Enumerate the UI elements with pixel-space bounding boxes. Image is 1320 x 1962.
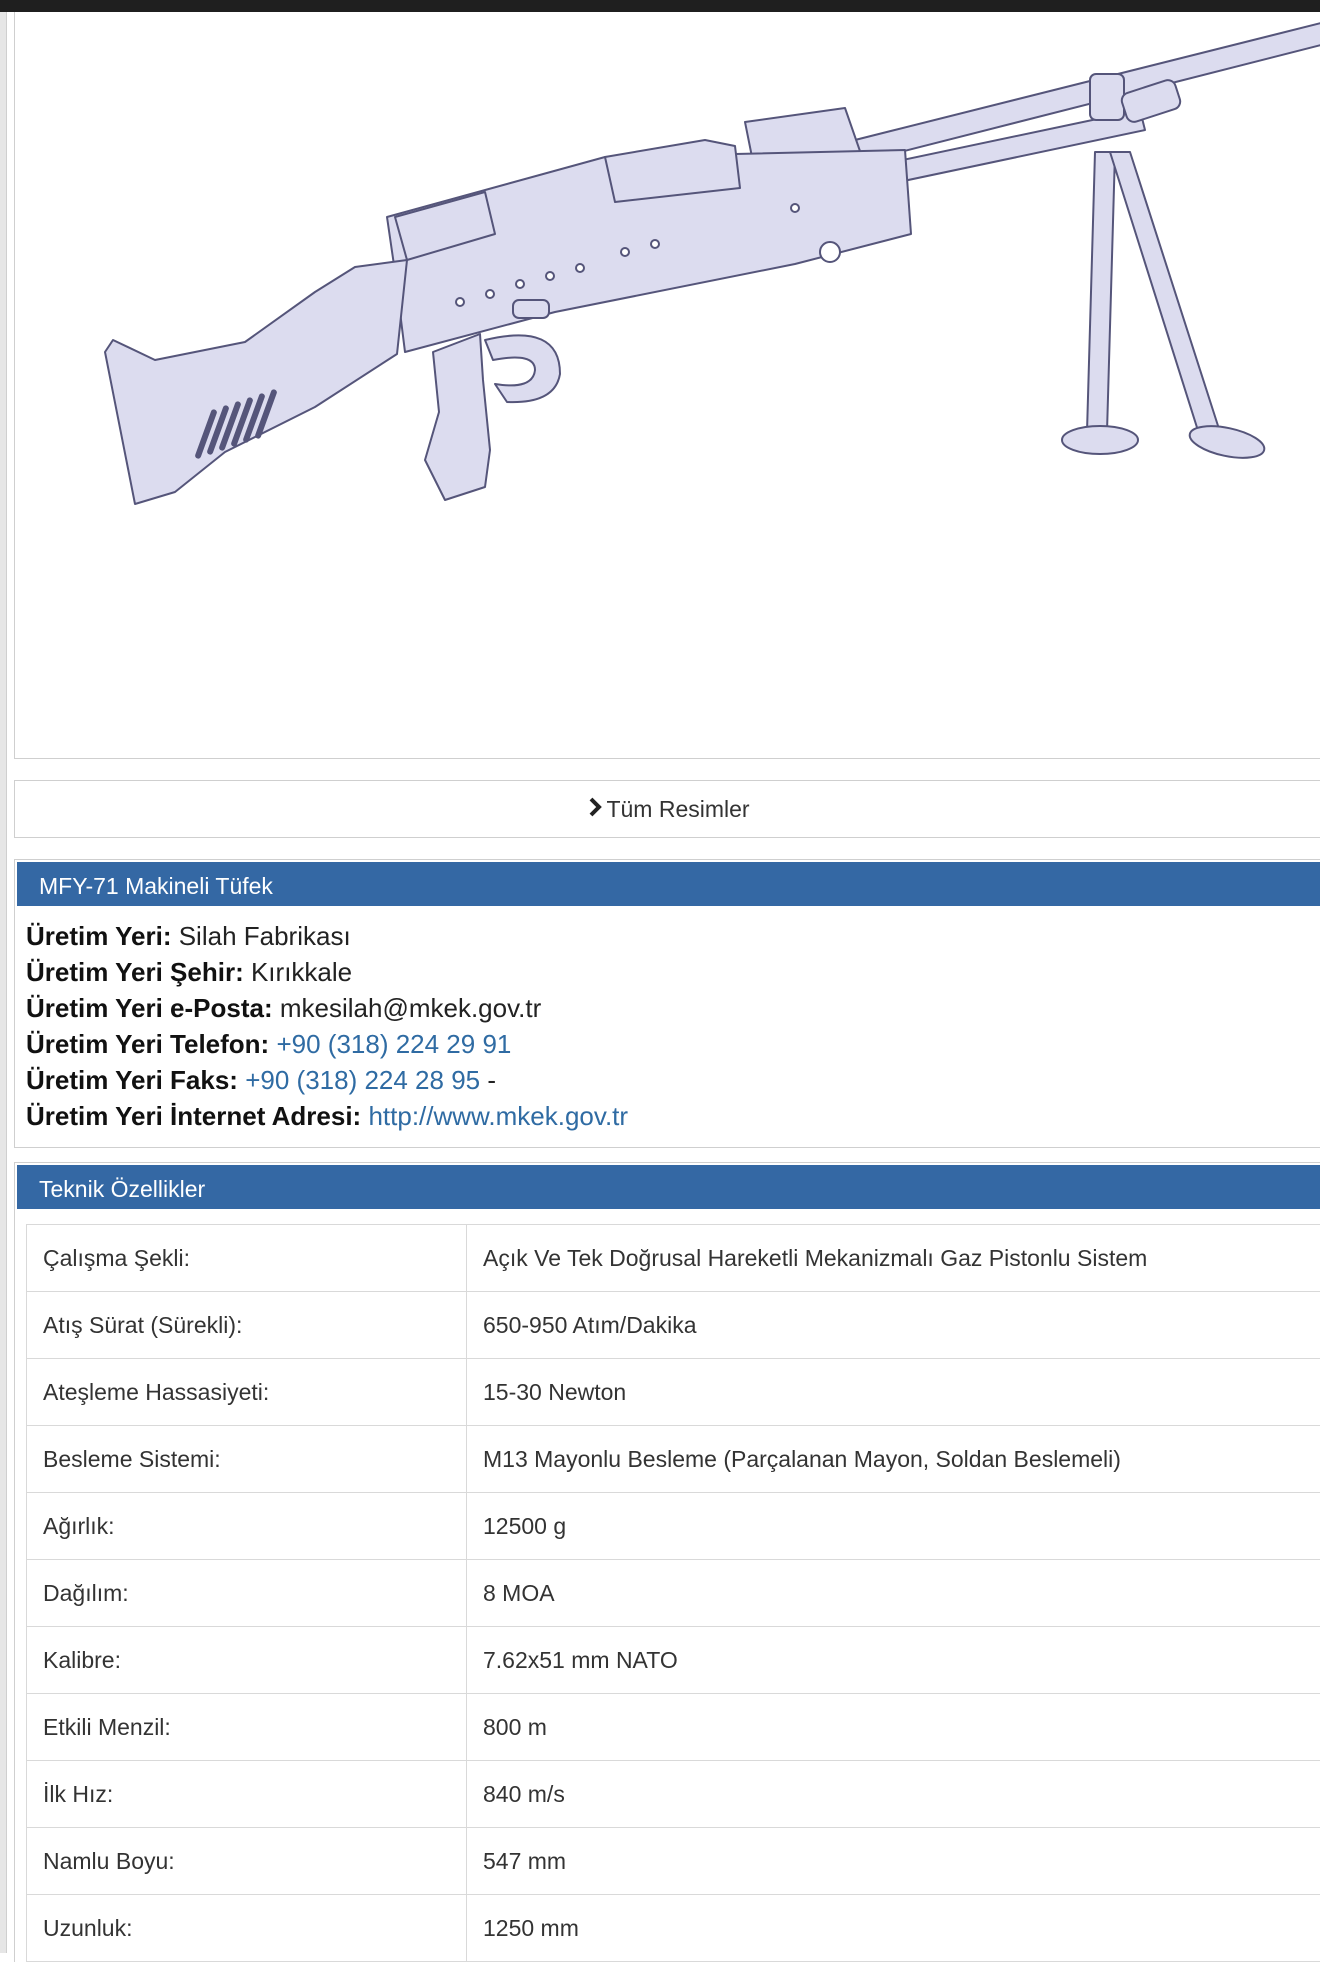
table-row: Ateşleme Hassasiyeti: 15-30 Newton [27,1359,1320,1426]
info-row-fax: Üretim Yeri Faks: +90 (318) 224 28 95 - [26,1062,1320,1098]
info-row-website: Üretim Yeri İnternet Adresi: http://www.mkek.gov.tr [26,1098,1320,1134]
info-row-city: Üretim Yeri Şehir: Kırıkkale [26,954,1320,990]
all-images-label: Tüm Resimler [606,796,749,823]
fax-link[interactable]: +90 (318) 224 28 95 [245,1065,480,1095]
all-images-button[interactable] [14,780,1320,838]
product-title: MFY-71 Makineli Tüfek [15,860,1320,908]
table-row: Namlu Boyu: 547 mm [27,1828,1320,1895]
manufacturer-info-panel [14,859,1320,1148]
technical-specs-panel [14,1162,1320,1962]
info-row-production-place: Üretim Yeri: Silah Fabrikası [26,918,1320,954]
table-row: Uzunluk: 1250 mm [27,1895,1320,1962]
specs-title: Teknik Özellikler [15,1163,1320,1211]
table-row: Ağırlık: 12500 g [27,1493,1320,1560]
table-row: Dağılım: 8 MOA [27,1560,1320,1627]
website-link[interactable]: http://www.mkek.gov.tr [368,1101,628,1131]
machine-gun-image [15,12,1320,759]
top-browser-bar [0,0,1320,12]
specs-table [26,1224,1320,1962]
manufacturer-info [15,908,1320,1134]
table-row: Kalibre: 7.62x51 mm NATO [27,1627,1320,1694]
info-row-phone: Üretim Yeri Telefon: +90 (318) 224 29 91 [26,1026,1320,1062]
email-text: mkesilah@mkek.gov.tr [280,993,541,1023]
info-row-email: Üretim Yeri e-Posta: mkesilah@mkek.gov.tr [26,990,1320,1026]
table-row: İlk Hız: 840 m/s [27,1761,1320,1828]
phone-link[interactable]: +90 (318) 224 29 91 [276,1029,511,1059]
table-row: Atış Sürat (Sürekli): 650-950 Atım/Dakika [27,1292,1320,1359]
table-row: Etkili Menzil: 800 m [27,1694,1320,1761]
table-row: Besleme Sistemi: M13 Mayonlu Besleme (Parçalanan Mayon, Soldan Beslemeli) [27,1426,1320,1493]
product-image-panel[interactable] [14,12,1320,759]
table-row: Çalışma Şekli: Açık Ve Tek Doğrusal Hareketli Mekanizmalı Gaz Pistonlu Sistem [27,1225,1320,1292]
left-edge-rail [0,12,7,1953]
chevron-right-icon [588,796,602,823]
